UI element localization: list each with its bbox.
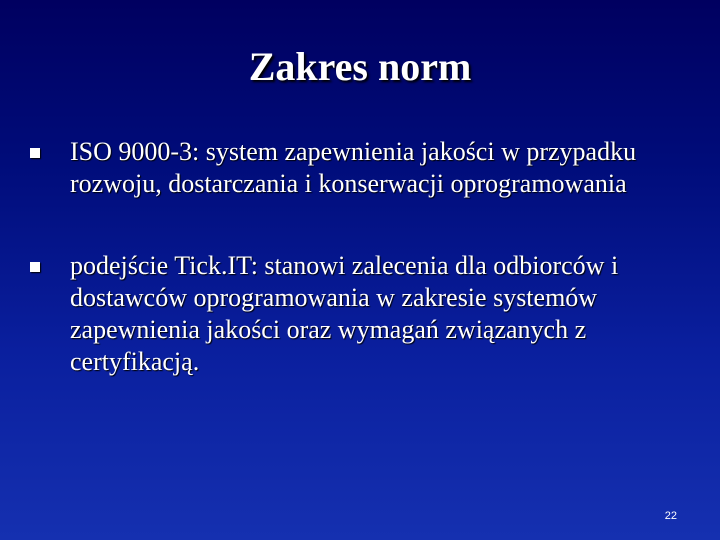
bullet-list [30, 136, 690, 428]
bullet-text: podejście Tick.IT: stanowi zalecenia dla odbiorców i dostawców oprogramowania w zakresie systemów zapewnienia jakości oraz wymagań związanych z certyfikacją. [70, 251, 619, 376]
bullet-text: ISO 9000-3: system zapewnienia jakości w przypadku rozwoju, dostarczania i konserwacji oprogramowania [70, 137, 637, 198]
bullet-item [30, 250, 690, 378]
bullet-item [30, 136, 690, 200]
square-bullet-icon [30, 148, 40, 158]
square-bullet-icon [30, 262, 40, 272]
slide-title: Zakres norm [248, 44, 472, 89]
page-number: 22 [664, 510, 677, 522]
